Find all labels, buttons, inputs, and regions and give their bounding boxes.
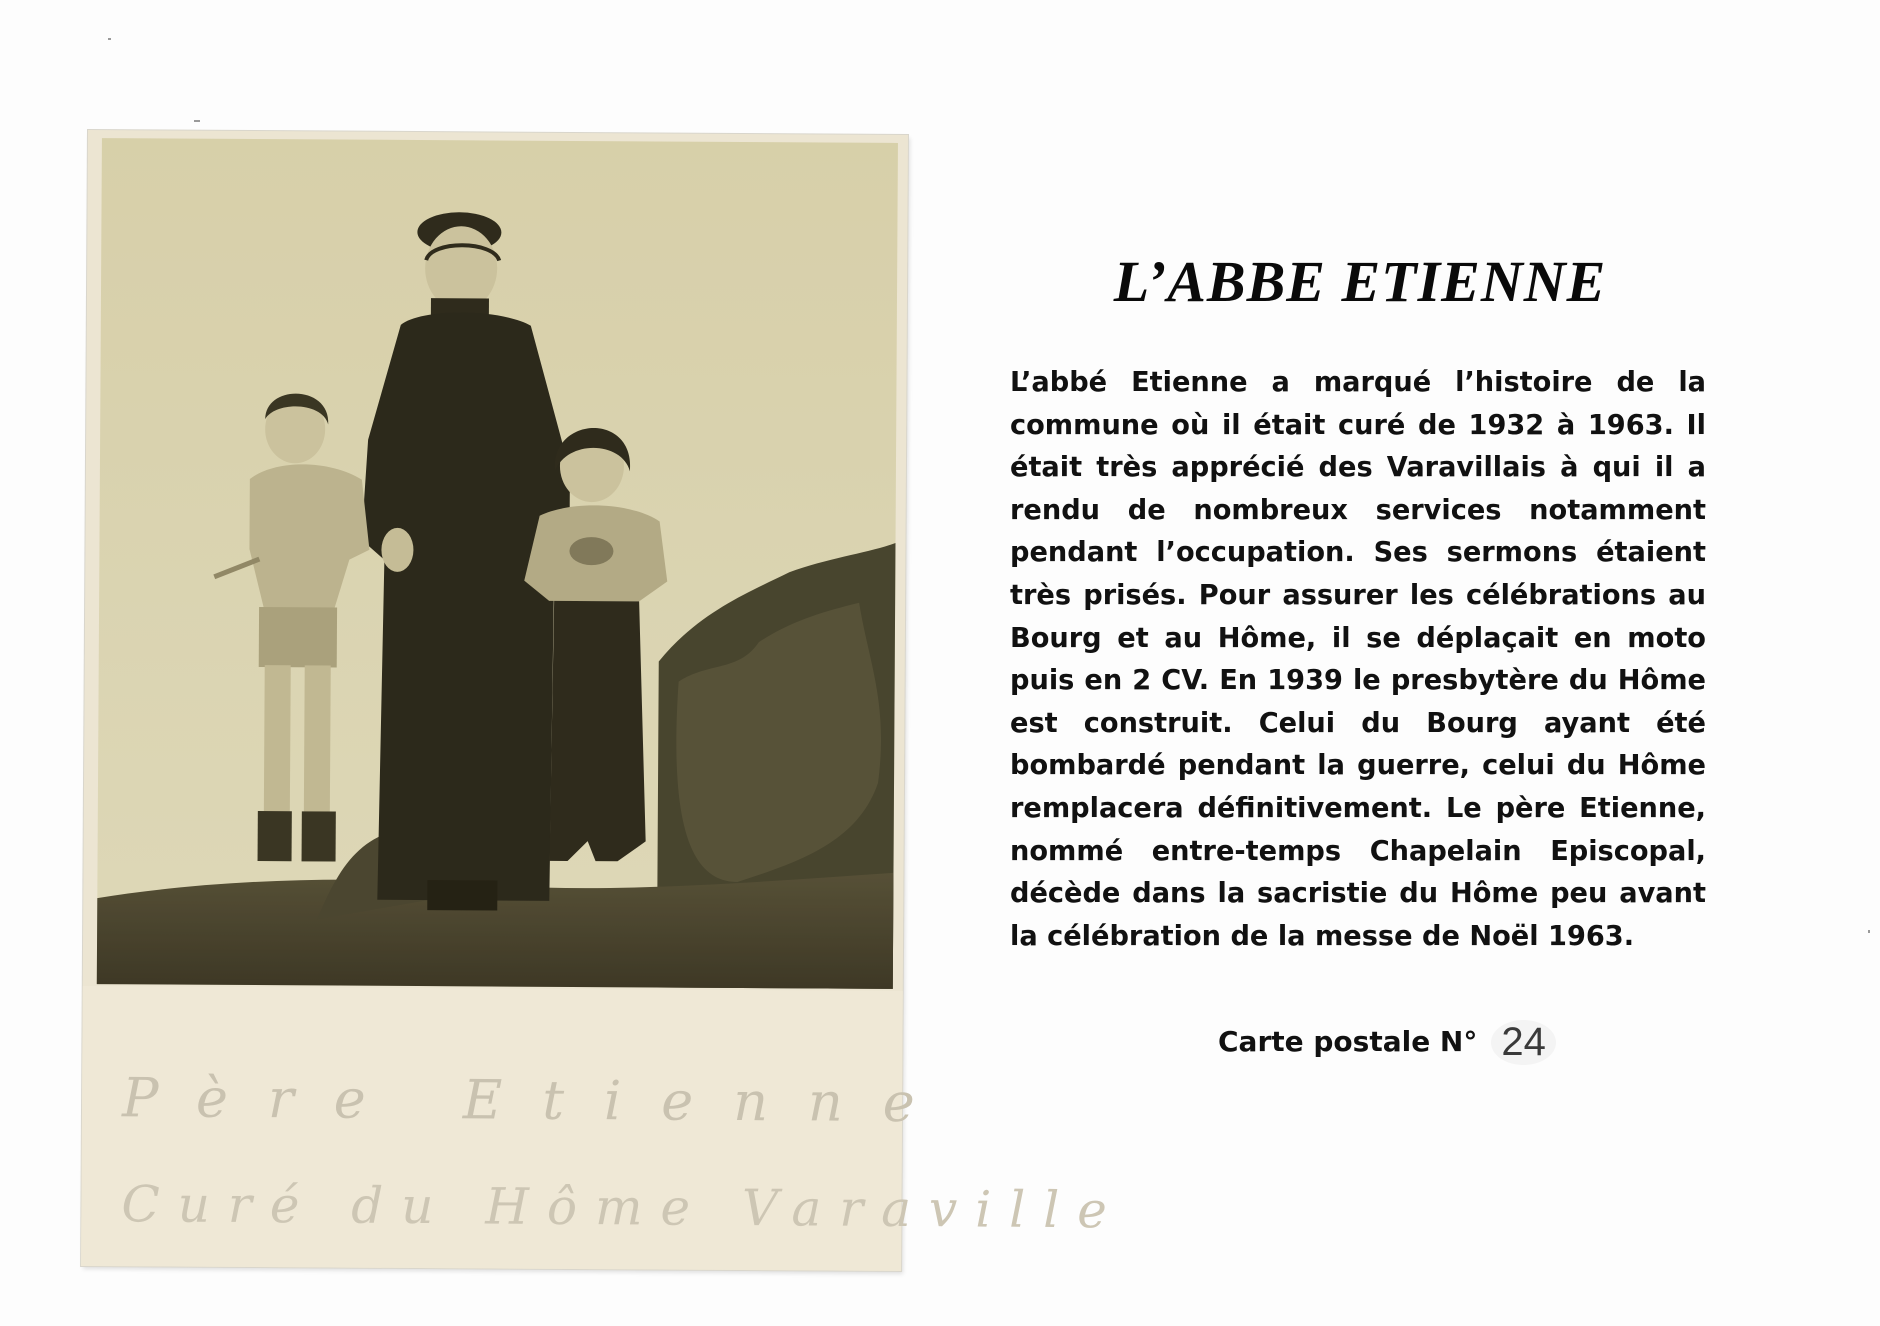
postcard-number: 24 [1491, 1020, 1556, 1065]
handwritten-caption-line1: Père Etienne [121, 1066, 955, 1135]
vintage-photograph [97, 138, 898, 989]
photo-print [81, 130, 1126, 1271]
photo-caption-area [81, 986, 1126, 1271]
page-title: L’ABBE ETIENNE [1113, 249, 1607, 314]
scan-speck [108, 38, 111, 40]
handwritten-caption [111, 1046, 1126, 1251]
postcard-label: Carte postale N° [1218, 1025, 1478, 1058]
photo-sepia-veil [97, 138, 898, 989]
body-paragraph: L’abbé Etienne a marqué l’histoire de la commune où il était curé de 1932 à 1963. Il était très apprécié des Varavillais à qui il a rendu de nombreux services notamment pendant l’occupation. Ses sermons étaient très prisés. Pour assurer les célébrations au Bourg et au Hôme, il se déplaçait en moto puis en 2 CV. En 1939 le presbytère du Hôme est construit. Celui du Bourg ayant été bombardé pendant la guerre, celui du Hôme remplacera définitivement. Le père Etienne, nommé entre-temps Chapelain Episcopal, décède dans la sacristie du Hôme peu avant la célébration de la messe de Noël 1963. [1010, 367, 1706, 952]
handwritten-caption-line2: Curé du Hôme Varaville [121, 1175, 1126, 1240]
postcard-reference [1218, 1020, 1556, 1065]
photo-illustration [97, 138, 898, 989]
scan-speck [1868, 930, 1870, 933]
scan-speck [194, 120, 200, 122]
